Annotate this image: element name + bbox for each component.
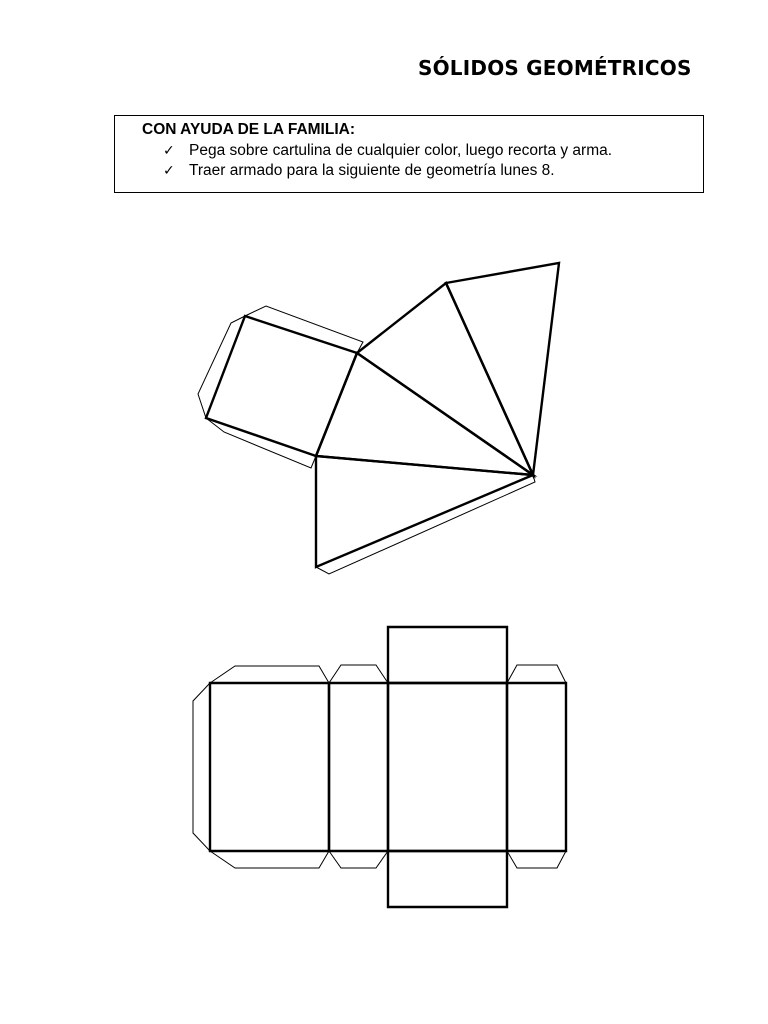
- checkmark-icon: ✓: [163, 163, 175, 179]
- instructions-heading: CON AYUDA DE LA FAMILIA:: [142, 121, 355, 138]
- prism-face: [329, 683, 388, 851]
- instruction-text: Traer armado para la siguiente de geometría lunes 8.: [189, 162, 555, 179]
- prism-net: [193, 627, 566, 907]
- glue-tab: [193, 683, 210, 851]
- prism-face: [507, 683, 566, 851]
- page-title: SÓLIDOS GEOMÉTRICOS: [418, 56, 692, 80]
- prism-face: [388, 683, 507, 851]
- glue-tab: [329, 665, 388, 683]
- pyramid-face: [357, 283, 533, 475]
- prism-top-face: [388, 627, 507, 683]
- instruction-text: Pega sobre cartulina de cualquier color, luego recorta y arma.: [189, 142, 613, 159]
- glue-tab: [210, 851, 329, 868]
- prism-glue-tabs: [193, 665, 566, 868]
- prism-face: [210, 683, 329, 851]
- glue-tab: [316, 475, 535, 574]
- pyramid-face: [316, 353, 533, 475]
- pyramid-base-square: [206, 316, 357, 456]
- glue-tab: [507, 665, 566, 683]
- pyramid-net: [198, 263, 559, 574]
- glue-tab: [329, 851, 388, 868]
- glue-tab: [206, 418, 316, 468]
- prism-bottom-face: [388, 851, 507, 907]
- pyramid-face: [446, 263, 559, 475]
- checkmark-icon: ✓: [163, 143, 175, 159]
- pyramid-face: [316, 456, 533, 567]
- glue-tab: [507, 851, 566, 868]
- glue-tab: [210, 666, 329, 683]
- glue-tab: [245, 306, 363, 353]
